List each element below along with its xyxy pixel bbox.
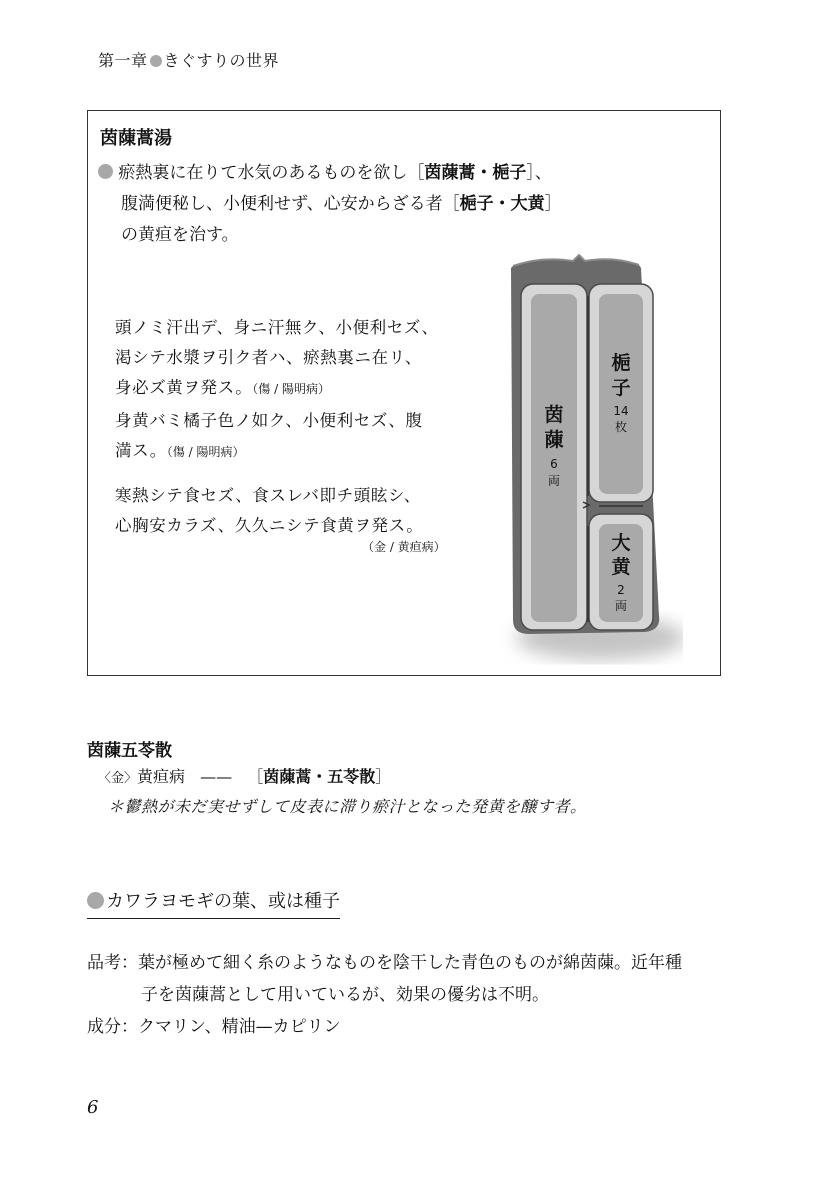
chapter-label: 第一章 <box>98 51 148 70</box>
page-number: 6 <box>87 1097 99 1118</box>
formula-box <box>87 110 721 676</box>
bullet-line-2 <box>121 189 562 220</box>
quote-1-line-3 <box>115 373 330 404</box>
quote-text: 身必ズ黄ヲ発ス。 <box>115 378 253 397</box>
quote-1-line-1: 頭ノミ汗出デ、身ニ汗無ク、小便利セズ、 <box>115 318 439 337</box>
herb-label-char: 子 <box>611 377 631 399</box>
bullet-formula: 茵蔯蒿・梔子 <box>424 163 527 183</box>
bullet-text-end: ］ <box>544 194 562 214</box>
dash: —— <box>200 767 233 786</box>
bullet-text: 腹満便秘し、小便利せず、心安からざる者［ <box>121 194 460 214</box>
quote-1-line-2: 渇シテ水漿ヲ引ク者ハ、瘀熱裏ニ在リ、 <box>115 348 422 367</box>
herb-amount-number: 14 <box>613 404 629 418</box>
quote-2-line-2 <box>115 436 244 467</box>
body-line-1: 品考：葉が極めて細く糸のようなものを陰干した青色のものが綿茵蔯。近年種 <box>87 953 682 973</box>
herb-amount-unit: 両 <box>547 474 561 488</box>
herb-label-char: 黄 <box>611 556 631 578</box>
bullet-dot-icon <box>98 164 113 179</box>
bullet-dot-icon <box>87 892 104 909</box>
disease-name: 黄疸病 <box>137 767 186 786</box>
quote-2-line-1: 身黄バミ橘子色ノ如ク、小便利セズ、腹 <box>115 411 423 430</box>
quote-3-line-1: 寒熱シテ食セズ、食スレバ即チ頭眩シ、 <box>115 486 421 505</box>
section-title: 茵蔯五苓散 <box>87 741 172 761</box>
bullet-text: 瘀熱裏に在りて水気のあるものを欲し［ <box>118 163 425 183</box>
herb-amount-number: 6 <box>550 457 558 471</box>
box-title: 茵蔯蒿湯 <box>100 128 172 149</box>
bullet-line-3: の黄疸を治す。 <box>121 225 239 245</box>
bullet-dot-icon <box>150 55 162 67</box>
plant-heading-text: カワラヨモギの葉、或は種子 <box>106 891 340 912</box>
quote-text: 満ス。 <box>115 441 167 460</box>
running-header <box>98 48 279 71</box>
herb-label-char: 蔯 <box>544 429 564 451</box>
chapter-title: きぐすりの世界 <box>163 51 280 70</box>
source-tag: 〈金〉 <box>98 771 138 786</box>
section-formula-line <box>98 764 391 787</box>
quote-source: （金 / 黄疸病） <box>362 540 446 554</box>
bracket: ］ <box>375 767 392 786</box>
herb-amount-unit: 枚 <box>614 420 628 434</box>
plant-heading <box>87 887 340 919</box>
section-note: ＊鬱熱が未だ実せずして皮表に滞り瘀汁となった発黄を醸す者。 <box>108 797 587 816</box>
herb-label-char: 茵 <box>544 404 564 426</box>
quote-source: （傷 / 陽明病） <box>252 382 330 396</box>
body-line-2: 子を茵蔯蒿として用いているが、効果の優劣は不明。 <box>141 985 549 1005</box>
herb-label-char: 梔 <box>611 352 631 374</box>
bracket: ［ <box>247 767 264 786</box>
body-line-3: 成分：クマリン、精油—カピリン <box>87 1017 341 1037</box>
herb-amount-unit: 両 <box>614 599 628 613</box>
bullet-text-end: ］、 <box>526 163 552 183</box>
herb-proportion-diagram <box>483 246 683 666</box>
bullet-line-1 <box>98 158 552 189</box>
herb-amount-number: 2 <box>617 583 625 597</box>
quote-source: （傷 / 陽明病） <box>166 445 245 459</box>
bullet-formula: 梔子・大黄 <box>459 194 545 214</box>
herb-label-char: 大 <box>611 532 631 554</box>
formula-name: 茵蔯蒿・五苓散 <box>263 767 376 786</box>
quote-3-line-2: 心胸安カラズ、久久ニシテ食黄ヲ発ス。 <box>115 516 424 535</box>
